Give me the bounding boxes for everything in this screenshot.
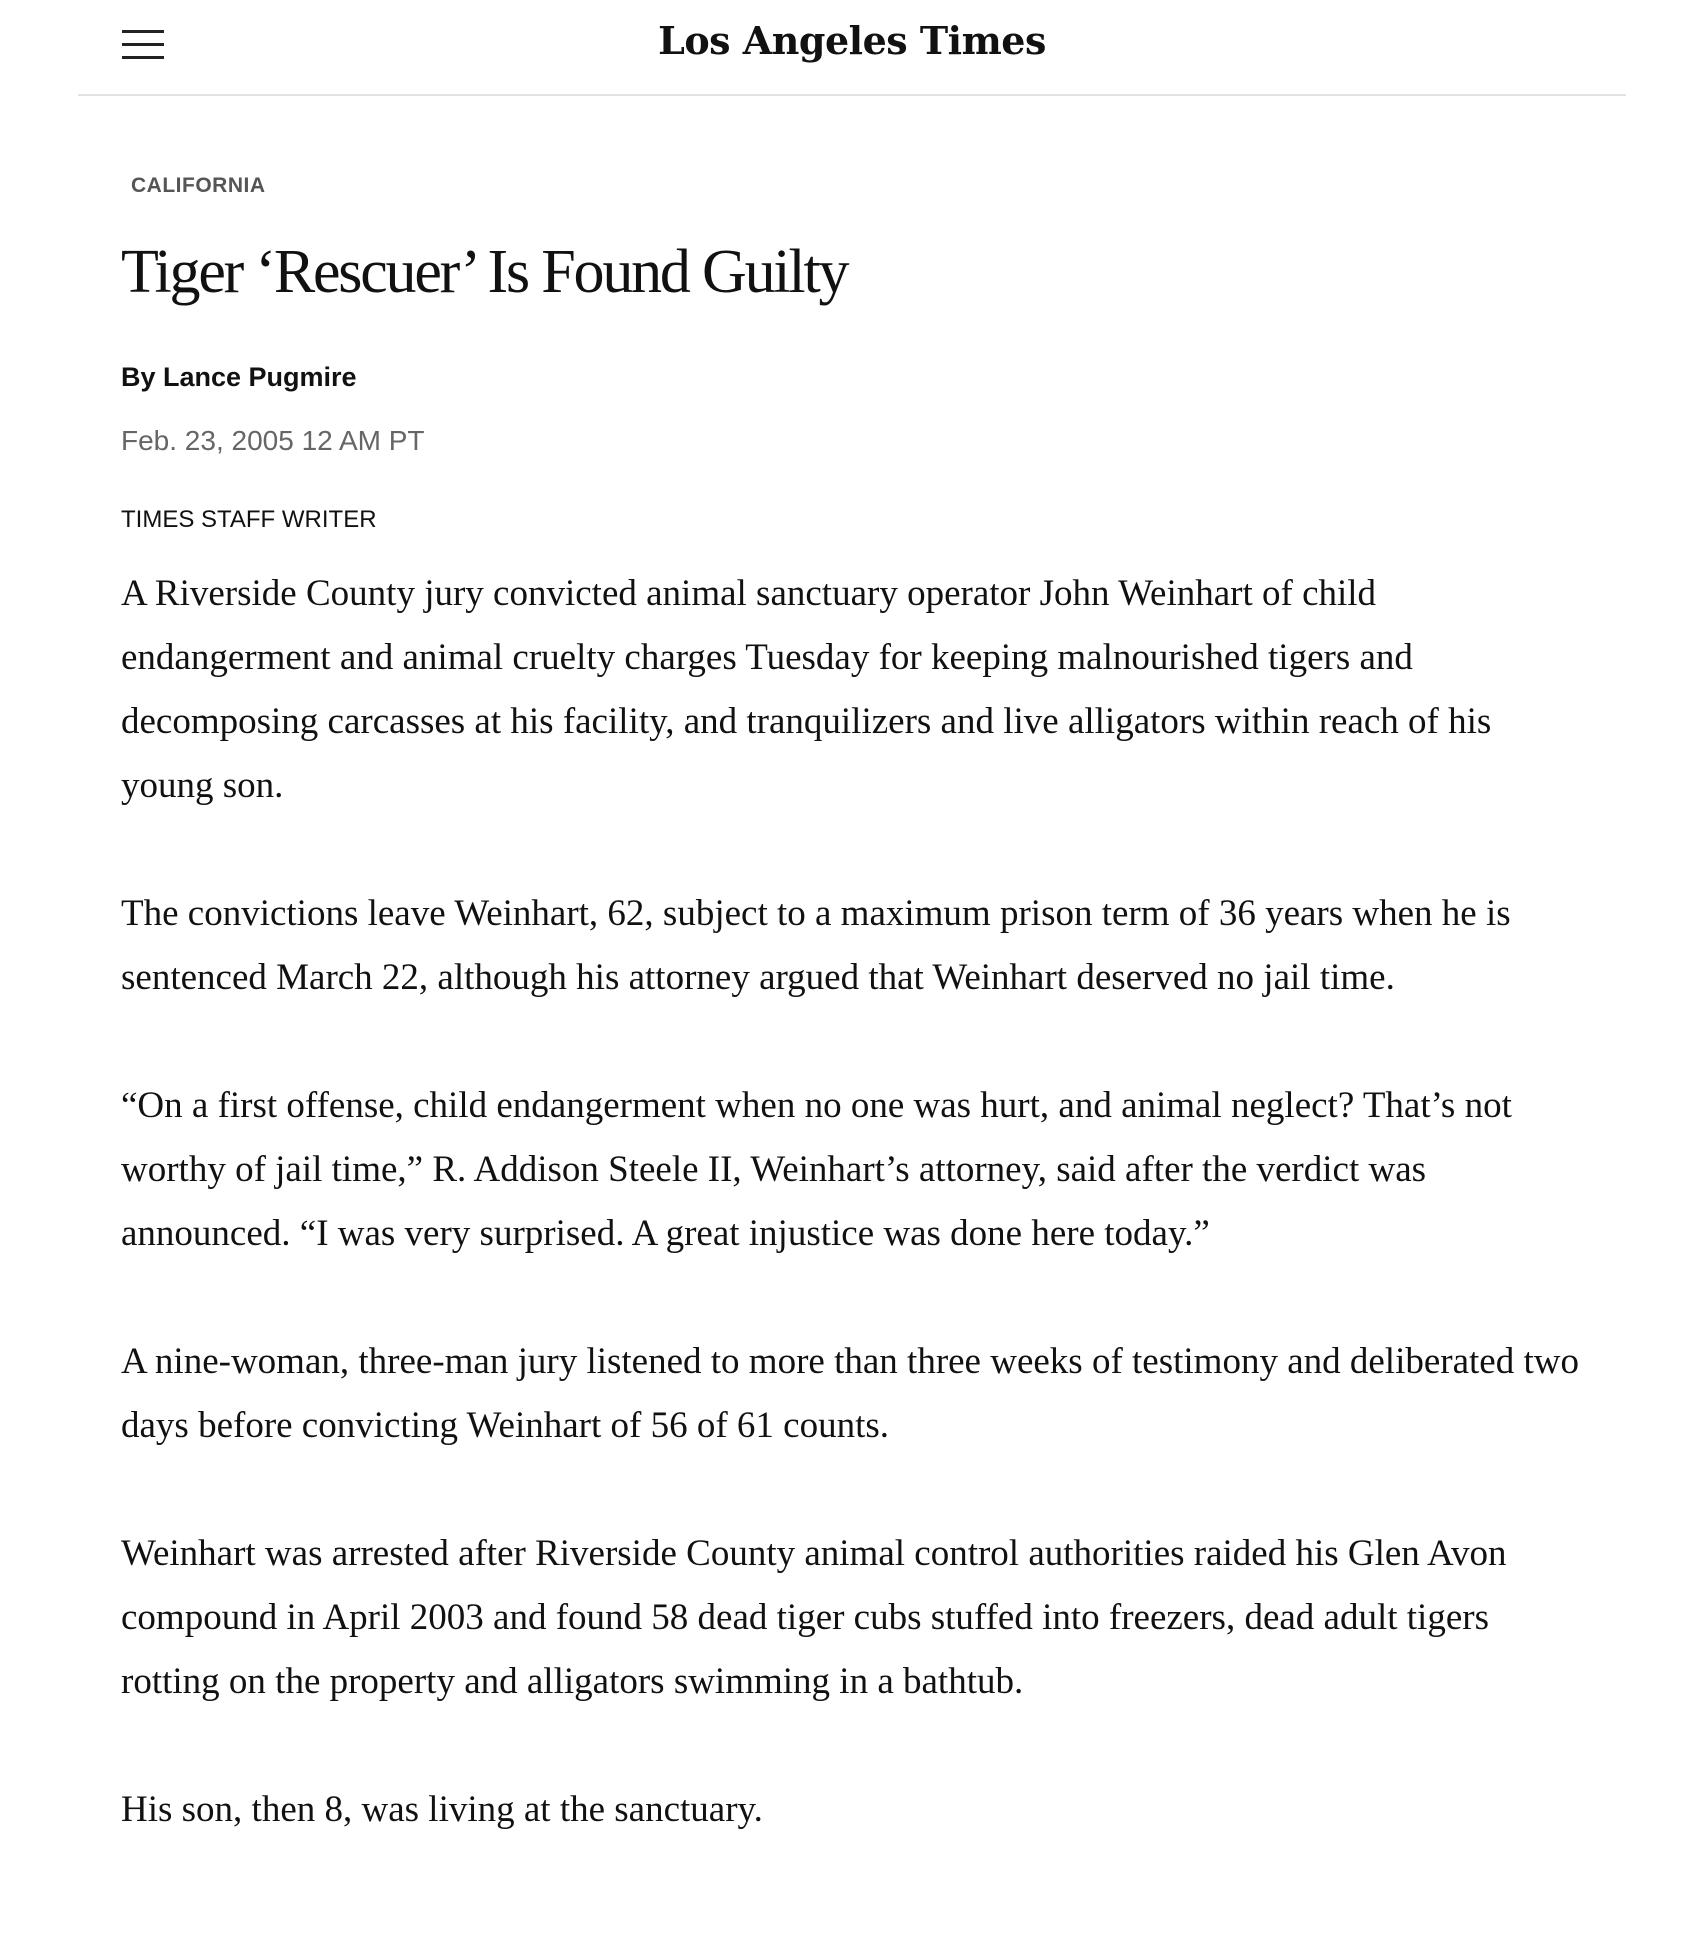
article-paragraph: His son, then 8, was living at the sanctuary. [121, 1789, 763, 1830]
article-date: Feb. 23, 2005 12 AM PT [121, 425, 425, 456]
article-headline: Tiger ‘Rescuer’ Is Found Guilty [121, 238, 848, 306]
article-paragraph: A nine-woman, three-man jury listened to more than three weeks of testimony and deliberated two days before convicting Weinhart of 56 of 61 counts. [121, 1341, 1579, 1446]
article-paragraph: “On a first offense, child endangerment when no one was hurt, and animal neglect? That’s not worthy of jail time,” R. Addison Steele II, Weinhart’s attorney, said after the verdict was announced. “I was very surprised. A great injustice was done here today.” [121, 1085, 1512, 1254]
site-header [78, 0, 1626, 96]
article-paragraph: The convictions leave Weinhart, 62, subject to a maximum prison term of 36 years when he is sentenced March 22, although his attorney argued that Weinhart deserved no jail time. [121, 893, 1511, 998]
section-label[interactable]: CALIFORNIA [131, 174, 266, 197]
article-paragraph: Weinhart was arrested after Riverside County animal control authorities raided his Glen Avon compound in April 2003 and found 58 dead tiger cubs stuffed into freezers, dead adult tigers rotting on the property and alligators swimming in a bathtub. [121, 1533, 1507, 1702]
article-byline[interactable]: By Lance Pugmire [121, 362, 357, 392]
site-logo[interactable]: Los Angeles Times [658, 18, 1046, 63]
article-body [121, 562, 1591, 1906]
article-paragraph: A Riverside County jury convicted animal sanctuary operator John Weinhart of child endangerment and animal cruelty charges Tuesday for keeping malnourished tigers and decomposing carcasses at his facility, and tranquilizers and live alligators within reach of his young son. [121, 573, 1492, 806]
staff-writer-label: TIMES STAFF WRITER [121, 506, 377, 533]
